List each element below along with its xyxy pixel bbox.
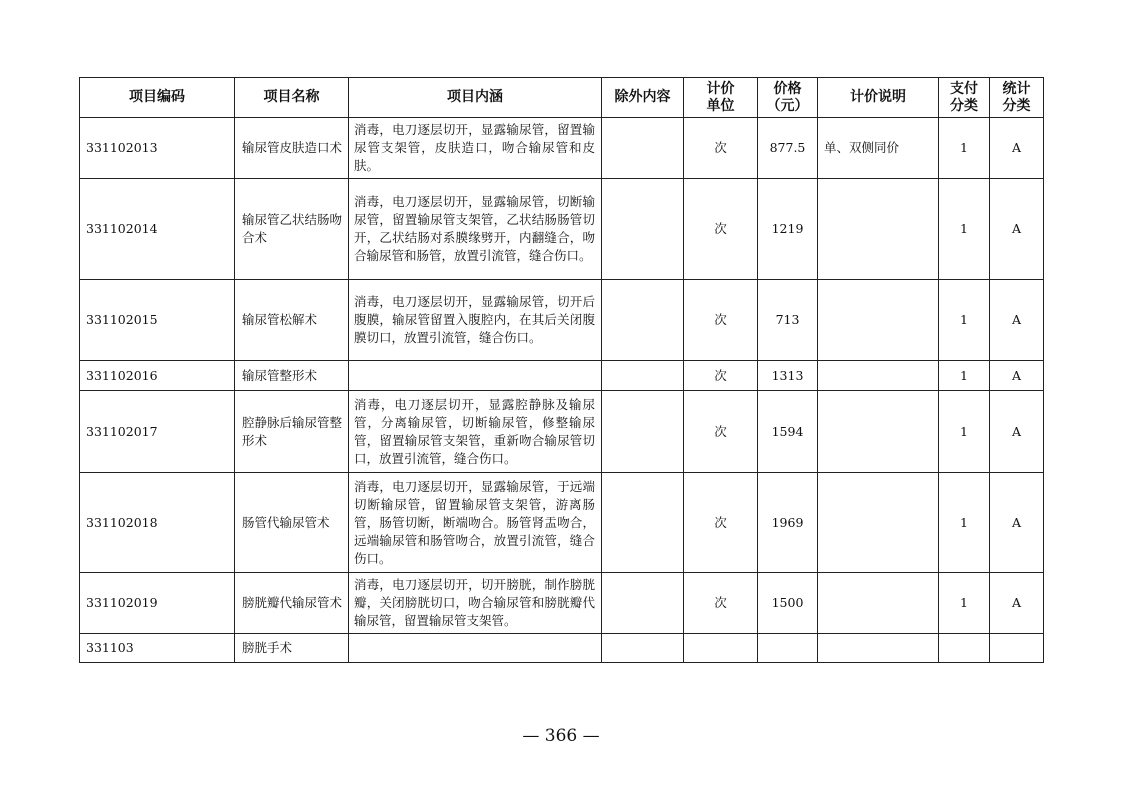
cell-name: 膀胱瓣代输尿管术 [235, 573, 349, 634]
cell-name: 腔静脉后输尿管整形术 [235, 391, 349, 473]
cell-excluded [602, 391, 684, 473]
cell-unit: 次 [684, 391, 758, 473]
cell-stat: A [990, 391, 1044, 473]
cell-content: 消毒，电刀逐层切开，显露输尿管，切断输尿管，留置输尿管支架管，乙状结肠肠管切开，乙状结肠对系膜缘劈开，内翻缝合，吻合输尿管和肠管，放置引流管，缝合伤口。 [349, 179, 602, 280]
header-unit-line1: 计价 [706, 80, 735, 97]
cell-note [818, 391, 939, 473]
cell-code: 331102018 [80, 473, 235, 573]
cell-note [818, 634, 939, 663]
cell-note [818, 361, 939, 391]
cell-note [818, 280, 939, 361]
header-pay-line1: 支付 [950, 80, 978, 97]
cell-price: 1219 [758, 179, 818, 280]
cell-note [818, 179, 939, 280]
cell-unit: 次 [684, 573, 758, 634]
cell-content [349, 634, 602, 663]
cell-code: 331102013 [80, 118, 235, 179]
page-number: — 366 — [522, 726, 600, 746]
cell-pay: 1 [939, 473, 990, 573]
cell-content: 消毒，电刀逐层切开，显露输尿管，留置输尿管支架管，皮肤造口，吻合输尿管和皮肤。 [349, 118, 602, 179]
cell-excluded [602, 179, 684, 280]
cell-code: 331102015 [80, 280, 235, 361]
cell-unit: 次 [684, 118, 758, 179]
cell-pay: 1 [939, 573, 990, 634]
header-name: 项目名称 [235, 78, 349, 118]
header-unit-line2: 单位 [706, 97, 735, 114]
cell-price: 877.5 [758, 118, 818, 179]
table-row [80, 280, 1044, 361]
cell-unit: 次 [684, 361, 758, 391]
cell-code: 331103 [80, 634, 235, 663]
cell-price: 1594 [758, 391, 818, 473]
cell-name: 输尿管松解术 [235, 280, 349, 361]
cell-excluded [602, 361, 684, 391]
cell-stat: A [990, 473, 1044, 573]
cell-name: 输尿管整形术 [235, 361, 349, 391]
header-stat-line1: 统计 [1002, 80, 1031, 97]
cell-stat: A [990, 118, 1044, 179]
table-row [80, 573, 1044, 634]
header-price [758, 78, 818, 118]
header-pay [939, 78, 990, 118]
header-unit [684, 78, 758, 118]
header-content: 项目内涵 [349, 78, 602, 118]
table-header [80, 78, 1044, 118]
cell-code: 331102014 [80, 179, 235, 280]
cell-price: 1313 [758, 361, 818, 391]
cell-code: 331102016 [80, 361, 235, 391]
table-body [80, 118, 1044, 663]
header-price-line1: 价格 [773, 80, 802, 97]
cell-code: 331102019 [80, 573, 235, 634]
cell-code: 331102017 [80, 391, 235, 473]
cell-unit: 次 [684, 280, 758, 361]
cell-name: 膀胱手术 [235, 634, 349, 663]
cell-stat [990, 634, 1044, 663]
cell-name: 肠管代输尿管术 [235, 473, 349, 573]
cell-content: 消毒，电刀逐层切开，显露输尿管，于远端切断输尿管，留置输尿管支架管，游离肠管，肠管切断，断端吻合。肠管肾盂吻合，远端输尿管和肠管吻合，放置引流管，缝合伤口。 [349, 473, 602, 573]
cell-price: 1969 [758, 473, 818, 573]
cell-note [818, 473, 939, 573]
cell-unit: 次 [684, 179, 758, 280]
cell-pay: 1 [939, 280, 990, 361]
cell-price: 1500 [758, 573, 818, 634]
header-row [80, 78, 1044, 118]
table-row [80, 391, 1044, 473]
cell-name: 输尿管乙状结肠吻合术 [235, 179, 349, 280]
cell-pay: 1 [939, 361, 990, 391]
cell-note [818, 573, 939, 634]
cell-stat: A [990, 573, 1044, 634]
cell-unit [684, 634, 758, 663]
cell-content: 消毒，电刀逐层切开，显露腔静脉及输尿管，分离输尿管，切断输尿管，修整输尿管，留置输尿管支架管，重新吻合输尿管切口，放置引流管，缝合伤口。 [349, 391, 602, 473]
cell-price [758, 634, 818, 663]
table-row [80, 361, 1044, 391]
header-note: 计价说明 [818, 78, 939, 118]
cell-note: 单、双侧同价 [818, 118, 939, 179]
table-row [80, 118, 1044, 179]
cell-content [349, 361, 602, 391]
pricing-table [79, 77, 1044, 663]
header-stat [990, 78, 1044, 118]
cell-pay: 1 [939, 391, 990, 473]
cell-content: 消毒，电刀逐层切开，切开膀胱，制作膀胱瓣，关闭膀胱切口，吻合输尿管和膀胱瓣代输尿管，留置输尿管支架管。 [349, 573, 602, 634]
cell-pay [939, 634, 990, 663]
cell-excluded [602, 573, 684, 634]
cell-excluded [602, 118, 684, 179]
cell-price: 713 [758, 280, 818, 361]
cell-excluded [602, 280, 684, 361]
cell-pay: 1 [939, 179, 990, 280]
cell-excluded [602, 634, 684, 663]
table-row [80, 634, 1044, 663]
table-row [80, 473, 1044, 573]
cell-excluded [602, 473, 684, 573]
header-pay-line2: 分类 [950, 97, 978, 114]
header-code: 项目编码 [80, 78, 235, 118]
cell-content: 消毒，电刀逐层切开，显露输尿管，切开后腹膜，输尿管留置入腹腔内，在其后关闭腹膜切口，放置引流管，缝合伤口。 [349, 280, 602, 361]
table-row [80, 179, 1044, 280]
cell-stat: A [990, 179, 1044, 280]
header-stat-line2: 分类 [1002, 97, 1031, 114]
cell-unit: 次 [684, 473, 758, 573]
header-price-line2: （元） [766, 97, 809, 114]
cell-pay: 1 [939, 118, 990, 179]
cell-stat: A [990, 280, 1044, 361]
cell-name: 输尿管皮肤造口术 [235, 118, 349, 179]
cell-stat: A [990, 361, 1044, 391]
header-excluded: 除外内容 [602, 78, 684, 118]
